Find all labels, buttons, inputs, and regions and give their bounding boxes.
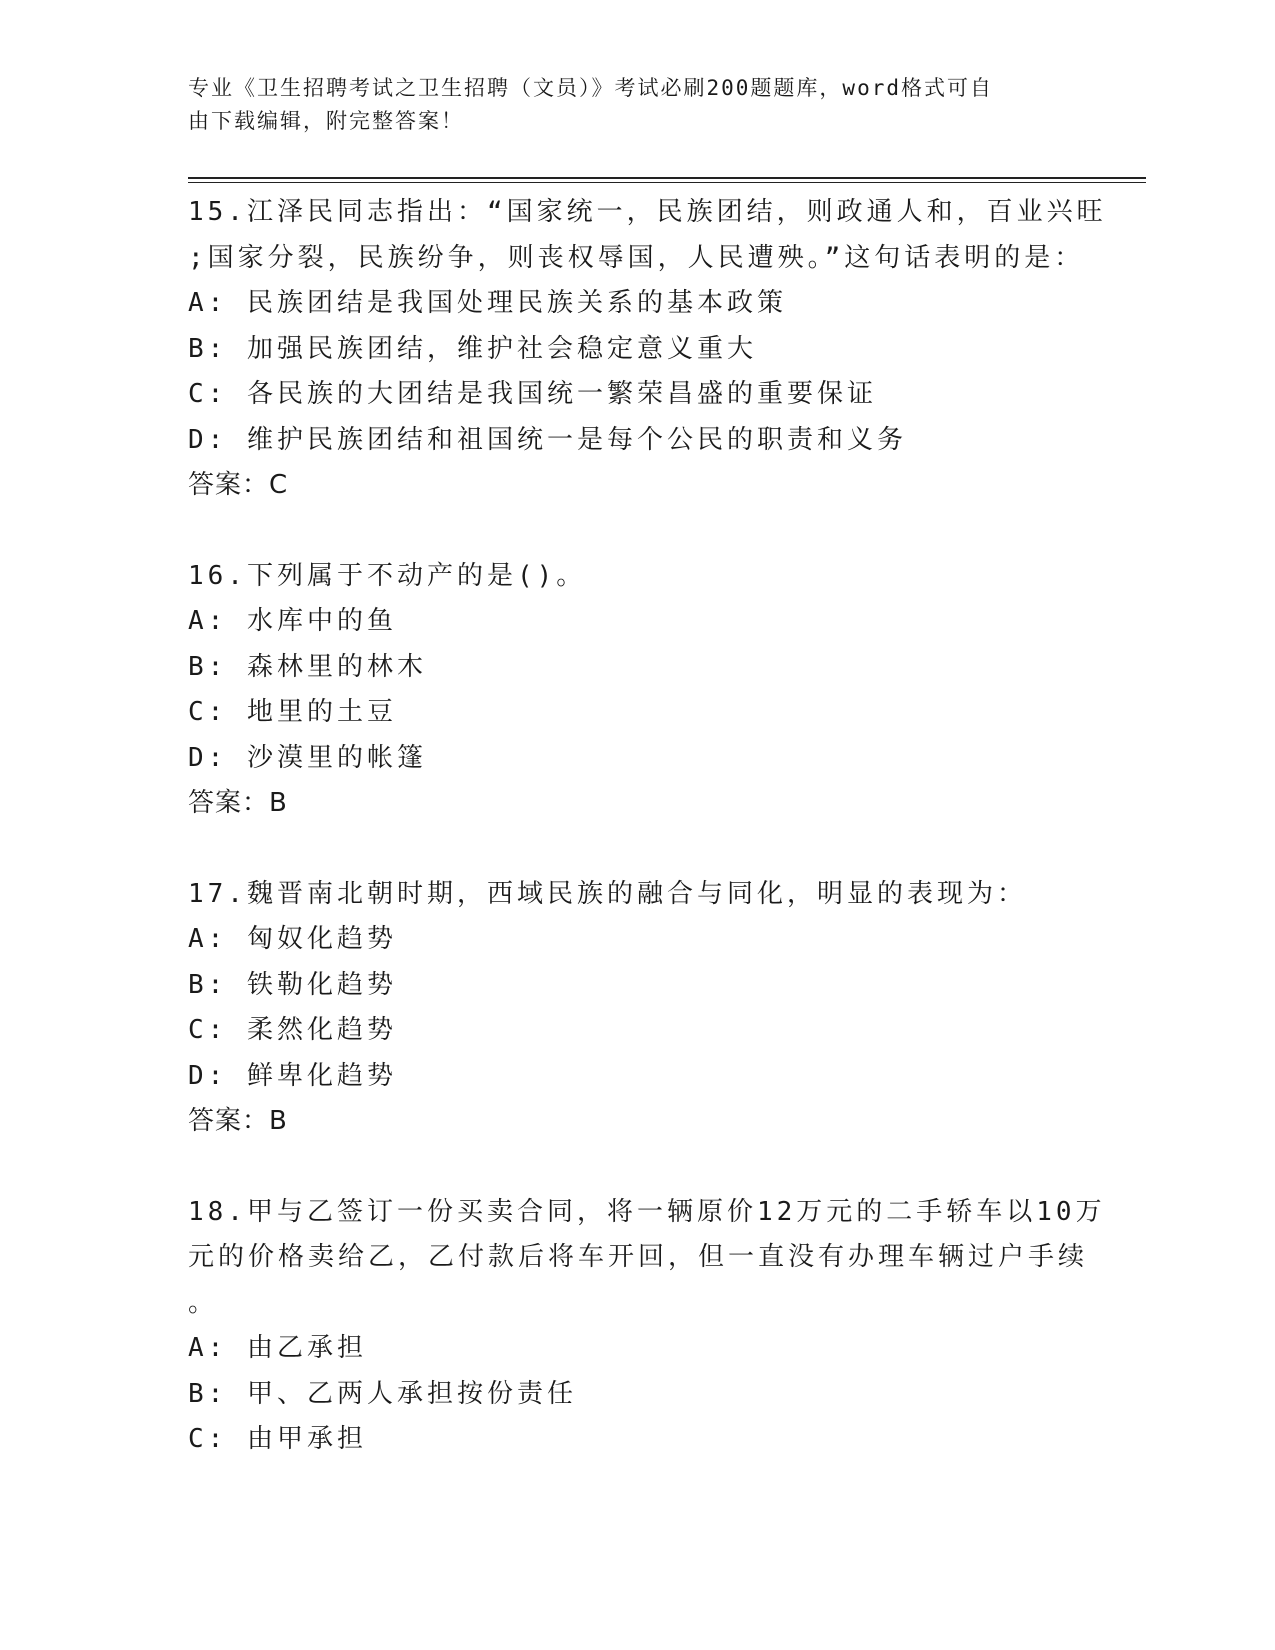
option-c: C: 地里的土豆 (188, 697, 397, 727)
question-stem-line: 元的价格卖给乙，乙付款后将车开回，但一直没有办理车辆过户手续 (188, 1242, 1089, 1272)
answer-line: 答案：B (188, 1106, 288, 1136)
question-stem-line: 。 (188, 1287, 219, 1318)
question-stem-line: 16.下列属于不动产的是()。 (188, 560, 587, 591)
answer-line: 答案：B (188, 788, 288, 818)
answer-line: 答案：C (188, 470, 289, 500)
question-17 (188, 872, 1088, 1145)
header-divider-thin (188, 182, 1146, 183)
option-b: B: 森林里的林木 (188, 651, 427, 682)
question-15 (188, 190, 1107, 509)
question-stem-line: ;国家分裂，民族纷争，则丧权辱国，人民遭殃。”这句话表明的是： (188, 242, 1085, 273)
option-a: A: 匈奴化趋势 (188, 924, 397, 954)
header-divider (188, 177, 1146, 179)
option-a: A: 水库中的鱼 (188, 606, 397, 636)
document-header (188, 72, 1068, 138)
option-d: D: 维护民族团结和祖国统一是每个公民的职责和义务 (188, 424, 907, 455)
header-line-2: 由下载编辑，附完整答案！ (188, 109, 464, 133)
option-c: C: 由甲承担 (188, 1424, 367, 1454)
question-stem-line: 17.魏晋南北朝时期，西域民族的融合与同化，明显的表现为： (188, 878, 1027, 909)
option-b: B: 加强民族团结，维护社会稳定意义重大 (188, 333, 757, 364)
option-d: D: 沙漠里的帐篷 (188, 742, 427, 773)
question-16 (188, 554, 1088, 827)
question-list (188, 190, 1107, 1463)
option-b: B: 铁勒化趋势 (188, 969, 397, 1000)
option-c: C: 各民族的大团结是我国统一繁荣昌盛的重要保证 (188, 379, 877, 409)
option-b: B: 甲、乙两人承担按份责任 (188, 1378, 577, 1409)
option-c: C: 柔然化趋势 (188, 1015, 397, 1045)
question-stem-line: 15.江泽民同志指出：“国家统一，民族团结，则政通人和，百业兴旺 (188, 197, 1107, 227)
header-line-1: 专业《卫生招聘考试之卫生招聘（文员）》考试必刷200题题库，word格式可自 (188, 76, 993, 100)
question-18 (188, 1190, 1106, 1463)
option-d: D: 鲜卑化趋势 (188, 1060, 397, 1091)
option-a: A: 民族团结是我国处理民族关系的基本政策 (188, 288, 787, 318)
option-a: A: 由乙承担 (188, 1333, 367, 1363)
question-stem-line: 18.甲与乙签订一份买卖合同，将一辆原价12万元的二手轿车以10万 (188, 1196, 1106, 1227)
